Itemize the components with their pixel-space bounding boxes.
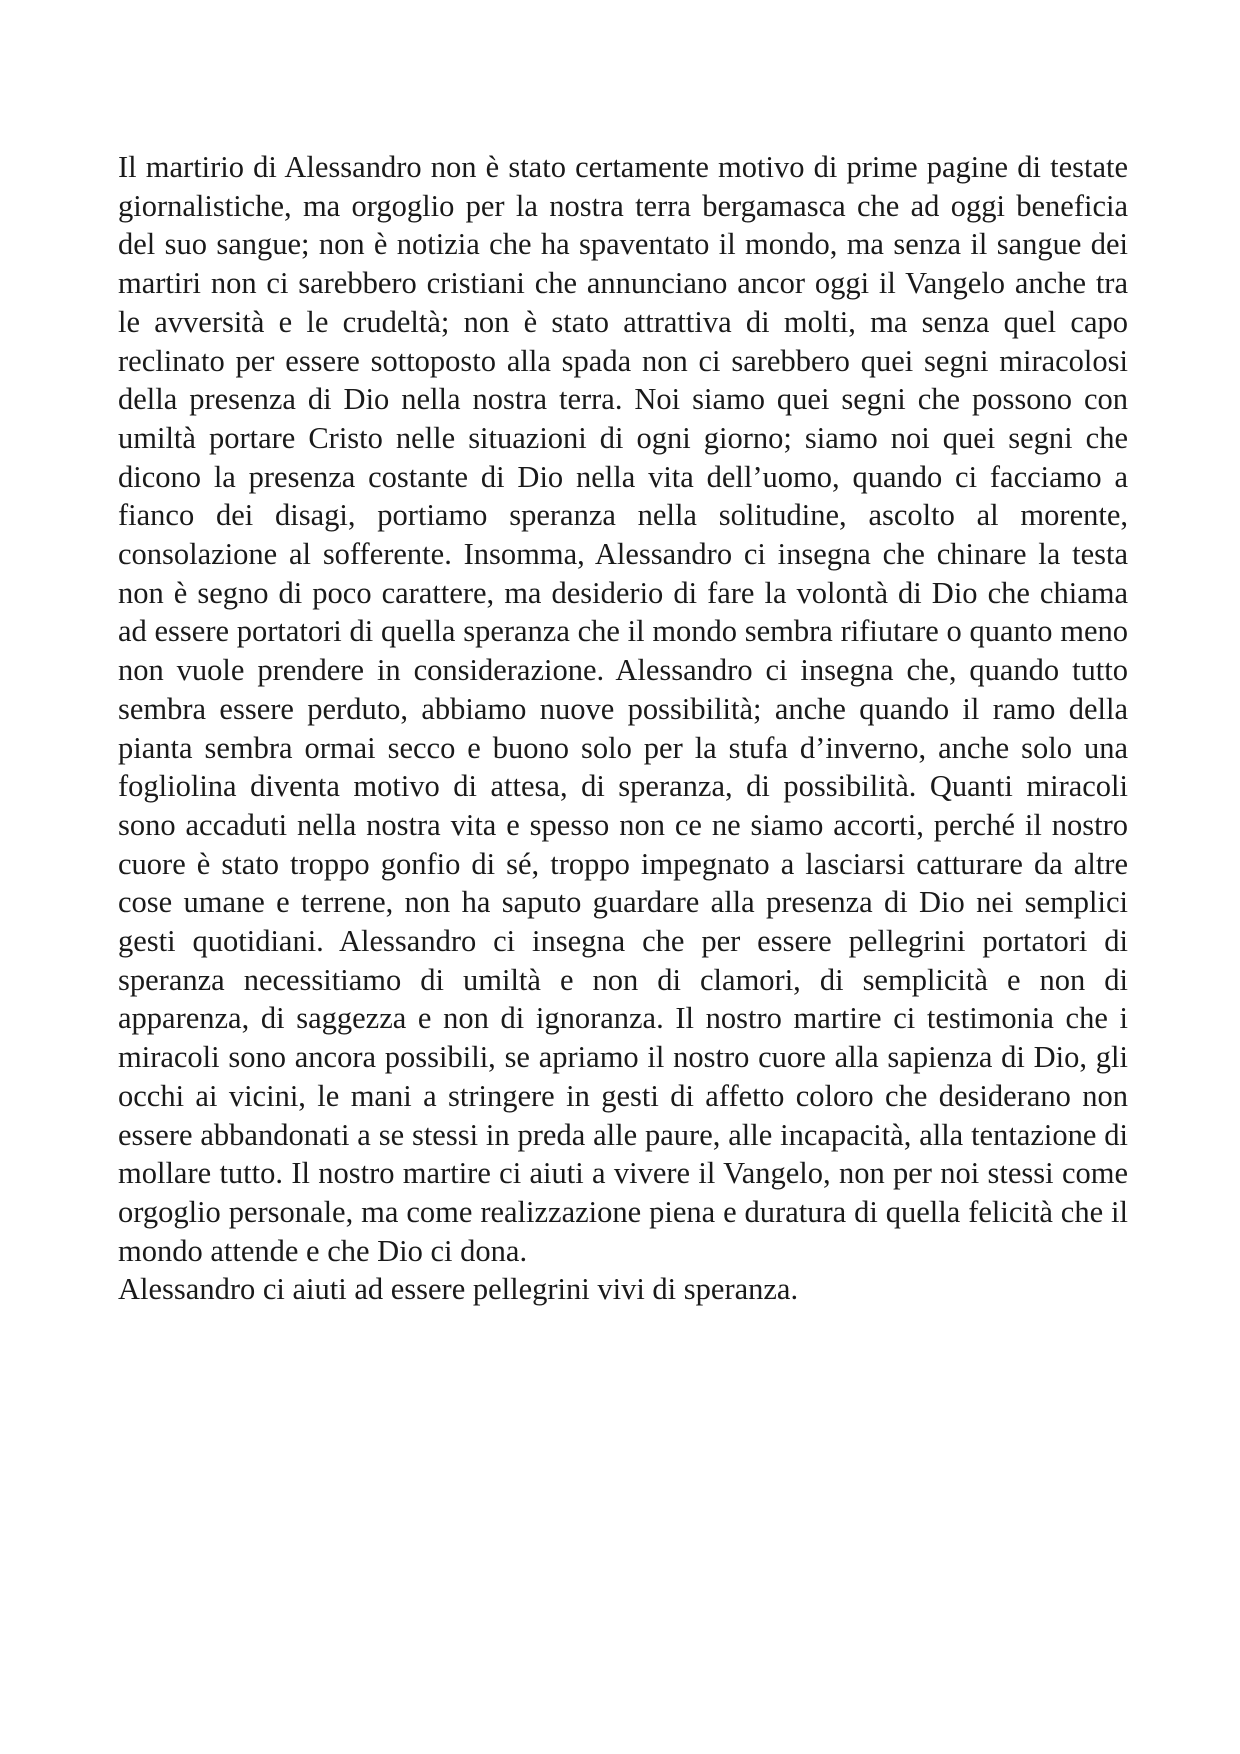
main-paragraph: Il martirio di Alessandro non è stato certamente motivo di prime pagine di testate giornalistiche, ma orgoglio per la nostra terra bergamasca che ad oggi beneficia del suo sangue; non è notizia che ha spaventato il mondo, ma senza il sangue dei martiri non ci sarebbero cristiani che annunciano ancor oggi il Vangelo anche tra le avversità e le crudeltà; non è stato attrattiva di molti, ma senza quel capo reclinato per essere sottoposto alla spada non ci sarebbero quei segni miracolosi della presenza di Dio nella nostra terra. Noi siamo quei segni che possono con umiltà portare Cristo nelle situazioni di ogni giorno; siamo noi quei segni che dicono la presenza costante di Dio nella vita dell’uomo, quando ci facciamo a fianco dei disagi, portiamo speranza nella solitudine, ascolto al morente, consolazione al sofferente. Insomma, Alessandro ci insegna che chinare la testa non è segno di poco carattere, ma desiderio di fare la volontà di Dio che chiama ad essere portatori di quella speranza che il mondo sembra rifiutare o quanto meno non vuole prendere in considerazione. Alessandro ci insegna che, quando tutto sembra essere perduto, abbiamo nuove possibilità; anche quando il ramo della pianta sembra ormai secco e buono solo per la stufa d’inverno, anche solo una fogliolina diventa motivo di attesa, di speranza, di possibilità. Quanti miracoli sono accaduti nella nostra vita e spesso non ce ne siamo accorti, perché il nostro cuore è stato troppo gonfio di sé, troppo impegnato a lasciarsi catturare da altre cose umane e terrene, non ha saputo guardare alla presenza di Dio nei semplici gesti quotidiani. Alessandro ci insegna che per essere pellegrini portatori di speranza necessitiamo di umiltà e non di clamori, di semplicità e non di apparenza, di saggezza e non di ignoranza. Il nostro martire ci testimonia che i miracoli sono ancora possibili, se apriamo il nostro cuore alla sapienza di Dio, gli occhi ai vicini, le mani a stringere in gesti di affetto coloro che desiderano non essere abbandonati a se stessi in preda alle paure, alle incapacità, alla tentazione di mollare tutto. Il nostro martire ci aiuti a vivere il Vangelo, non per noi stessi come orgoglio personale, ma come realizzazione piena e duratura di quella felicità che il mondo attende e che Dio ci dona. bbox=[118, 150, 1128, 1268]
closing-line: Alessandro ci aiuti ad essere pellegrini vivi di speranza. bbox=[118, 1272, 799, 1307]
body-text bbox=[118, 148, 1128, 1309]
